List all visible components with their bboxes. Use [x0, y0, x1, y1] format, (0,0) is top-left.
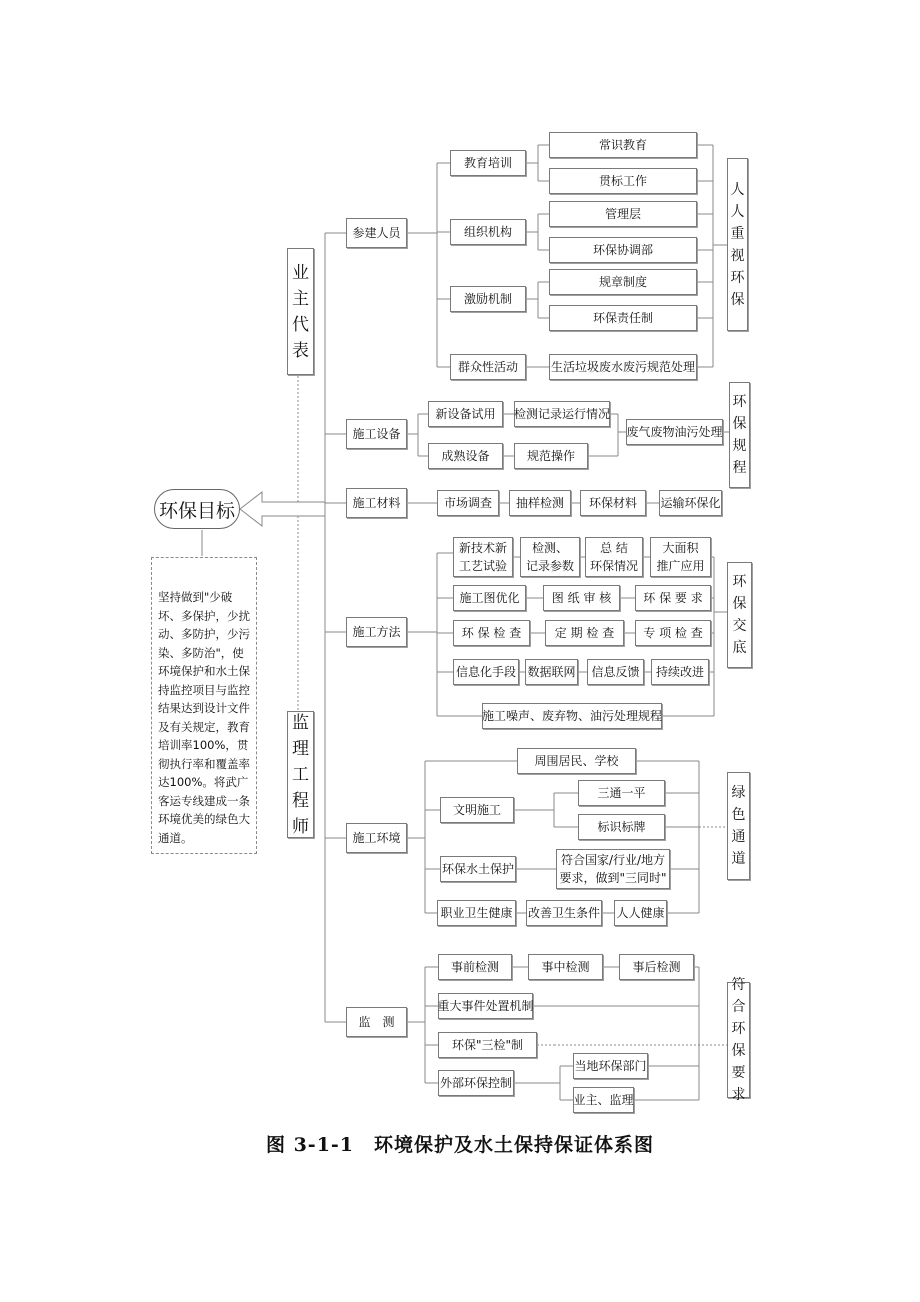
methods-eco-inspection: 环 保 检 查	[453, 620, 530, 646]
monitoring-during-check: 事中检测	[528, 954, 603, 980]
monitoring-major-incident: 重大事件处置机制	[438, 993, 533, 1019]
category-methods: 施工方法	[346, 617, 407, 647]
methods-periodic-inspection: 定 期 检 查	[545, 620, 624, 646]
personnel-coordination: 环保协调部	[549, 237, 697, 263]
methods-outcome: 环保交底	[727, 562, 752, 668]
methods-eco-requirements: 环 保 要 求	[635, 585, 711, 611]
monitoring-local-eco-department: 当地环保部门	[573, 1053, 648, 1079]
environment-civilized-construction: 文明施工	[440, 797, 514, 823]
goal-description: 坚持做到"少破坏、多保护，少扰动、多防护，少污染、多防治"，使环境保护和水土保持监控项目与监控结果达到设计文件及有关规定，教育培训率100%，贯彻执行率和覆盖率达100%。将武广客运专线建成一条环境优美的绿色大通道。	[151, 557, 257, 854]
methods-promote: 大面积 推广应用	[650, 537, 711, 577]
category-equipment: 施工设备	[346, 419, 407, 449]
personnel-outcome: 人人重视环保	[727, 158, 748, 331]
materials-sampling: 抽样检测	[509, 490, 571, 516]
environment-occupational-health: 职业卫生健康	[437, 900, 516, 926]
methods-drawing-optimization: 施工图优化	[453, 585, 526, 611]
monitoring-outcome: 符合环保要求	[727, 982, 750, 1098]
methods-summary: 总 结 环保情况	[585, 537, 643, 577]
monitoring-pre-check: 事前检测	[438, 954, 512, 980]
personnel-rules: 规章制度	[549, 269, 697, 295]
methods-new-tech: 新技术新 工艺试验	[453, 537, 513, 577]
methods-special-inspection: 专 项 检 查	[635, 620, 711, 646]
materials-transport: 运输环保化	[659, 490, 722, 516]
methods-drawing-review: 图 纸 审 核	[543, 585, 620, 611]
environment-everyone-healthy: 人人健康	[614, 900, 667, 926]
environment-outcome: 绿色通道	[727, 772, 750, 880]
figure-caption: 图 3-1-1 环境保护及水土保持保证体系图	[265, 1134, 655, 1156]
methods-detect: 检测、 记录参数	[520, 537, 580, 577]
personnel-management: 管理层	[549, 201, 697, 227]
category-monitoring: 监 测	[346, 1007, 407, 1037]
equipment-mature: 成熟设备	[428, 443, 503, 469]
monitoring-external-control: 外部环保控制	[438, 1070, 514, 1096]
goal-label: 环保目标	[154, 489, 240, 529]
personnel-mass-activity: 群众性活动	[450, 354, 526, 380]
environment-three-connections: 三通一平	[578, 780, 665, 806]
monitoring-post-check: 事后检测	[619, 954, 694, 980]
materials-eco-material: 环保材料	[580, 490, 646, 516]
monitoring-three-checks: 环保"三检"制	[438, 1032, 537, 1058]
environment-hygiene: 改善卫生条件	[526, 900, 602, 926]
monitoring-owner-supervisor: 业主、监理	[573, 1087, 634, 1113]
equipment-record: 检测记录运行情况	[514, 401, 610, 427]
personnel-common-education: 常识教育	[549, 132, 697, 158]
equipment-new-trial: 新设备试用	[428, 401, 503, 427]
methods-data-network: 数据联网	[525, 659, 578, 685]
personnel-incentive: 激励机制	[450, 286, 526, 312]
personnel-waste-handling: 生活垃圾废水废污规范处理	[549, 354, 697, 380]
materials-market-survey: 市场调查	[437, 490, 499, 516]
methods-feedback: 信息反馈	[587, 659, 644, 685]
category-materials: 施工材料	[346, 488, 407, 518]
personnel-organization: 组织机构	[450, 219, 526, 245]
environment-soil-protection: 环保水土保护	[440, 856, 516, 882]
category-personnel: 参建人员	[346, 218, 407, 248]
personnel-standards: 贯标工作	[549, 168, 697, 194]
equipment-disposal: 废气废物油污处理	[626, 419, 723, 445]
owner-representative-box: 业主代表	[287, 248, 314, 375]
category-environment: 施工环境	[346, 823, 407, 853]
personnel-education: 教育培训	[450, 150, 526, 176]
personnel-responsibility: 环保责任制	[549, 305, 697, 331]
environment-signs: 标识标牌	[578, 814, 665, 840]
methods-continuous-improvement: 持续改进	[651, 659, 709, 685]
environment-national-requirements: 符合国家/行业/地方 要求，做到"三同时"	[556, 849, 670, 889]
supervisor-box: 监理工程师	[287, 711, 314, 838]
methods-noise-waste-rules: 施工噪声、废弃物、油污处理规程	[482, 703, 662, 729]
equipment-standard-operation: 规范操作	[514, 443, 588, 469]
environment-residents: 周围居民、学校	[517, 748, 636, 774]
equipment-outcome: 环保规程	[729, 382, 750, 488]
methods-information-means: 信息化手段	[453, 659, 519, 685]
